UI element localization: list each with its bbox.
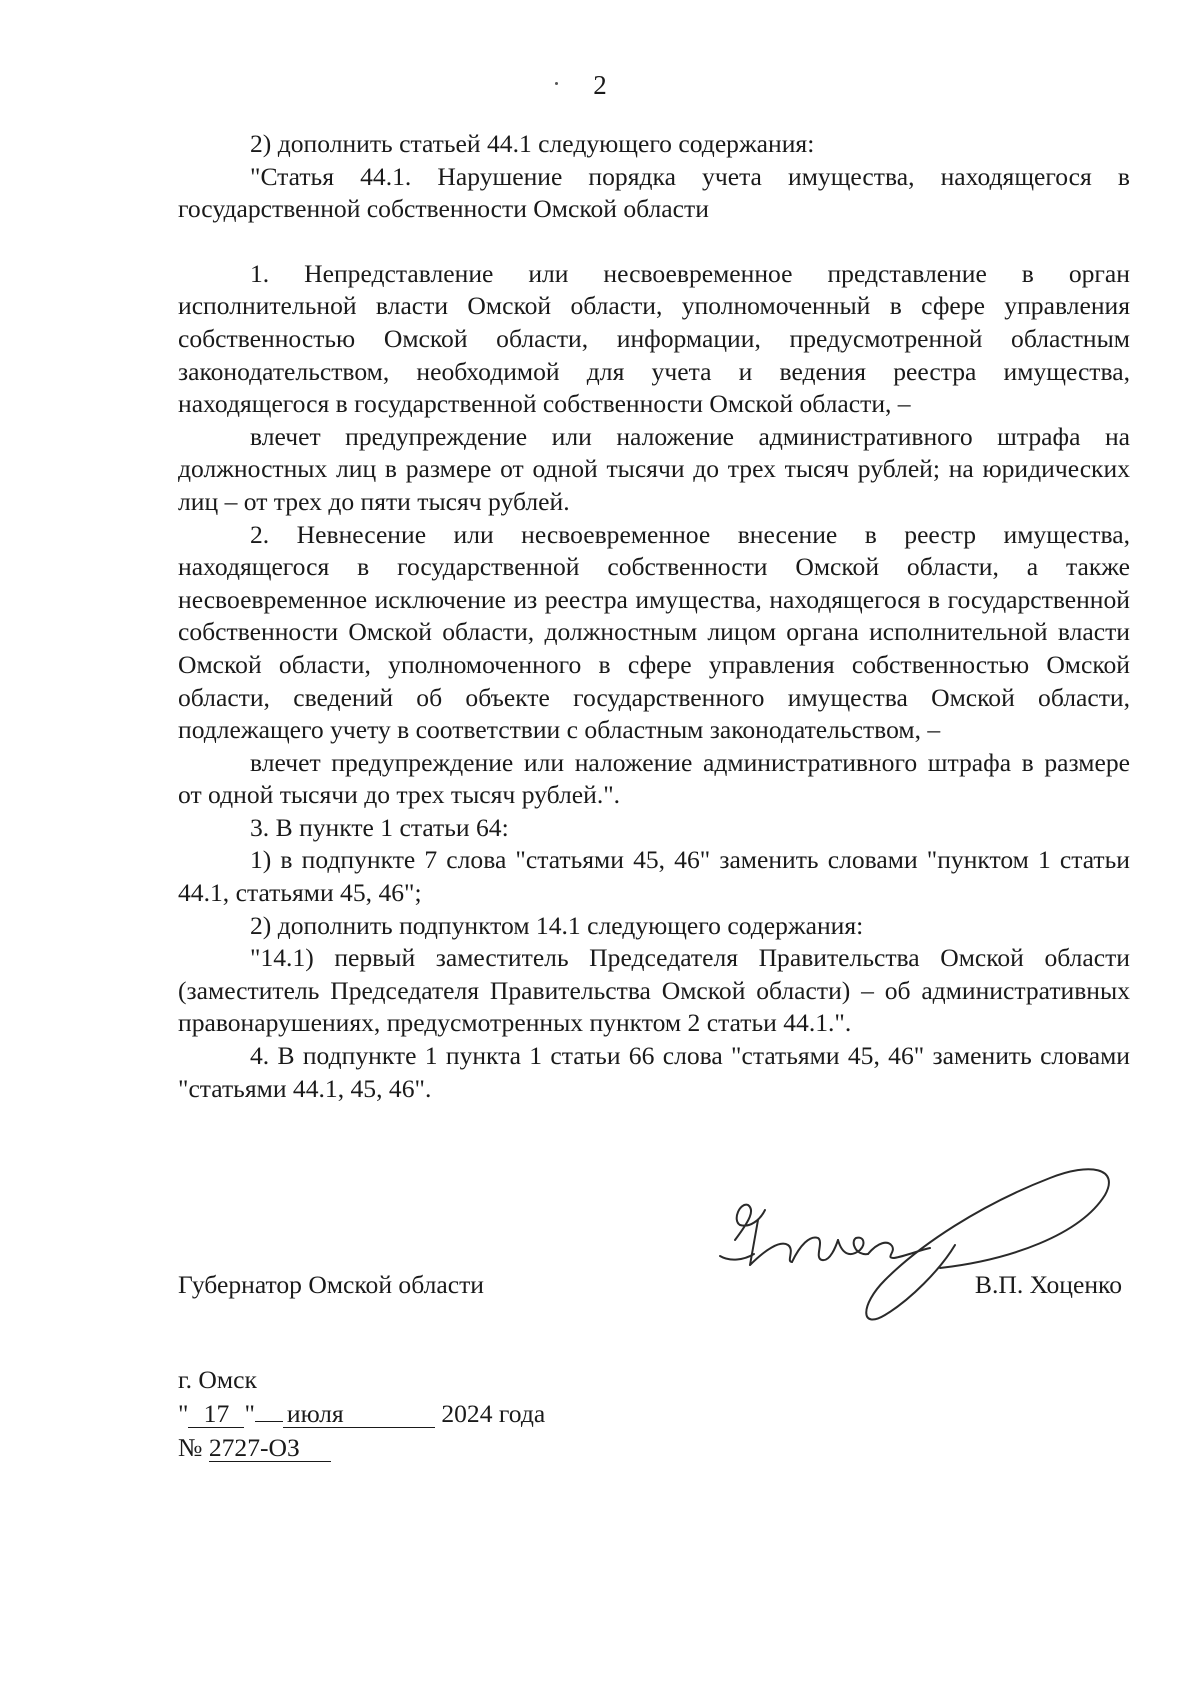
paragraph: 1. Непредставление или несвоевременное представление в орган исполнительной власти Омской области, уполномоченный в сфере управления собственностью Омской области, информации, предусмотренной областным законодательством, необходимой для учета и ведения реестра имущества, находящегося в государственной собственности Омской области, –: [178, 258, 1130, 419]
date-open-quote: ": [178, 1399, 189, 1428]
page-number: 2: [593, 70, 607, 100]
paragraph: 2. Невнесение или несвоевременное внесение в реестр имущества, находящегося в государственной собственности Омской области, а также несвоевременное исключение из реестра имущества, находящегося в государственной собственности Омской области, должностным лицом органа исполнительной власти Омской области, уполномоченного в сфере управления собственностью Омской области, сведений об объекте государственного имущества Омской области, подлежащего учету в соответствии с областным законодательством, –: [178, 519, 1130, 745]
number-line: [178, 1431, 678, 1465]
paragraph: влечет предупреждение или наложение административного штрафа на должностных лиц в размере от одной тысячи до трех тысяч рублей; на юридических лиц – от трех до пяти тысяч рублей.: [178, 421, 1130, 516]
date-line: [178, 1397, 678, 1431]
paragraph: "14.1) первый заместитель Председателя Правительства Омской области (заместитель Председателя Правительства Омской области) – об административных правонарушениях, предусмотренных пунктом 2 статьи 44.1.".: [178, 943, 1130, 1038]
paragraph: 3. В пункте 1 статьи 64:: [250, 812, 509, 842]
paragraph: 4. В подпункте 1 пункта 1 статьи 66 слова "статьями 45, 46" заменить словами "статьями 44.1, 45, 46".: [178, 1041, 1130, 1103]
city-line: [178, 1363, 678, 1397]
paragraph: 2) дополнить подпунктом 14.1 следующего содержания:: [250, 910, 864, 940]
paragraph-article-heading: "Статья 44.1. Нарушение порядка учета имущества, находящегося в государственной собственности Омской области: [178, 161, 1130, 224]
date-year: 2024 года: [441, 1399, 546, 1428]
date-blank: [255, 1421, 283, 1422]
paragraph: 2) дополнить статьей 44.1 следующего содержания:: [250, 129, 815, 158]
law-number: 2727-ОЗ: [209, 1435, 331, 1462]
date-day: 17: [188, 1401, 244, 1428]
law-text-body: [178, 128, 1130, 1105]
paragraph: 1) в подпункте 7 слова "статьями 45, 46" заменить словами "пунктом 1 статьи 44.1, статьями 45, 46";: [178, 845, 1130, 908]
paragraph: влечет предупреждение или наложение административного штрафа в размере от одной тысячи до трех тысяч рублей.".: [178, 747, 1130, 810]
number-sign: №: [178, 1433, 203, 1462]
date-month: июля: [283, 1401, 435, 1428]
document-footer: [178, 1363, 678, 1465]
city: г. Омск: [178, 1365, 257, 1394]
date-close-quote: ": [244, 1399, 255, 1428]
signatory-name: В.П. Хоценко: [974, 1270, 1122, 1299]
signature-block: [178, 1258, 1130, 1318]
signatory-title: Губернатор Омской области: [178, 1270, 484, 1299]
